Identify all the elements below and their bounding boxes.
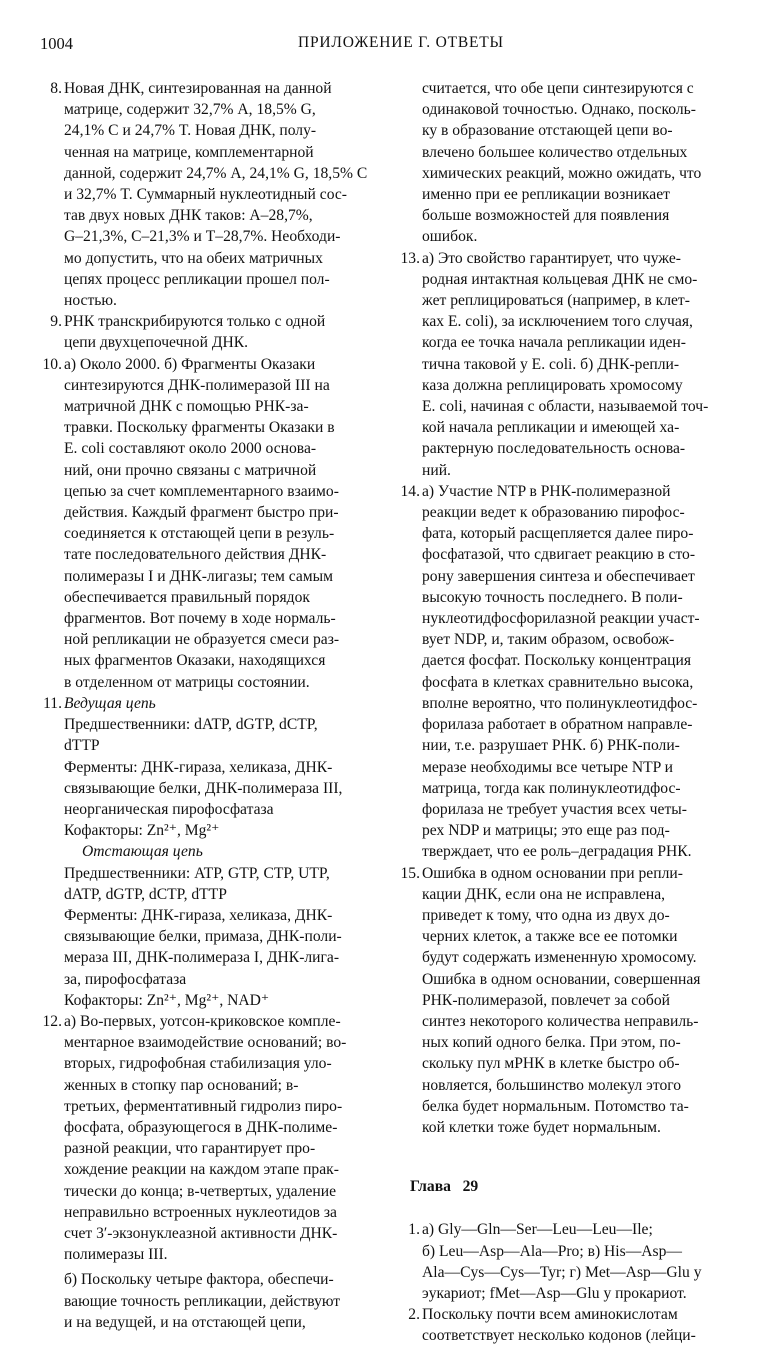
text-line: химических реакций, можно ожидать, что [422, 164, 702, 182]
answer-10 [40, 354, 378, 693]
text-line: ках E. coli), за исключением того случая, [422, 313, 693, 331]
text-line: ных копий одного белка. При этом, по- [422, 1034, 681, 1052]
text-line: в отделенном от матрицы состоянии. [64, 673, 310, 691]
text-line: б) Leu—Asp—Ala—Pro; в) His—Asp— [422, 1242, 683, 1260]
text-line: синтез некоторого количества неправиль- [422, 1012, 699, 1030]
answer-number: 14. [400, 482, 420, 500]
spacer [398, 1138, 744, 1176]
text-line: Ошибка в одном основании при репли- [422, 864, 683, 882]
text-line: одинаковой точностью. Однако, посколь- [422, 101, 696, 119]
text-line: матричной ДНК с помощью РНК-за- [64, 398, 309, 416]
text-line: фосфата, образующегося в ДНК-полиме- [64, 1118, 338, 1136]
answer-text [64, 311, 378, 353]
text-line: матрице, содержит 32,7% A, 18,5% G, [64, 101, 316, 119]
chapter-heading: Глава 29 [410, 1178, 479, 1196]
answer-number: 15. [400, 864, 420, 882]
text-line: E. coli составляют около 2000 основа- [64, 440, 317, 458]
text-line: ной репликации не образуется смеси раз- [64, 631, 340, 649]
text-line: матрица, тогда как полинуклеотидфос- [422, 779, 681, 797]
text-line: фата, который расщепляется далее пиро- [422, 525, 694, 543]
lagging-strand-cofactors: Кофакторы: Zn²⁺, Mg²⁺, NAD⁺ [64, 991, 270, 1009]
text-line: РНК транскрибируются только с одной [64, 313, 326, 331]
text-line: Новая ДНК, синтезированная на данной [64, 80, 332, 97]
text-line: полимеразы III. [64, 1246, 168, 1264]
text-line: цепях процесс репликации прошел пол- [64, 270, 330, 288]
answer-text [422, 1219, 744, 1304]
text-line: дается фосфат. Поскольку концентрация [422, 652, 692, 670]
answer-text-part-b [64, 1269, 378, 1333]
text-line: РНК-полимеразой, повлечет за собой [422, 991, 670, 1009]
text-line: травки. Поскольку фрагменты Оказаки в [64, 419, 335, 437]
answer-text [422, 78, 744, 248]
text-line: реакции ведет к образованию пирофос- [422, 504, 685, 522]
answer-text [64, 1011, 378, 1265]
text-line: разной реакции, что гарантирует про- [64, 1140, 316, 1158]
text-line: ментарное взаимодействие оснований; во- [64, 1034, 347, 1052]
text-line: а) Во-первых, уотсон-криковское компле- [64, 1012, 341, 1030]
text-line: тична таковой у E. coli. б) ДНК-репли- [422, 355, 680, 373]
text-line: когда ее точка начала репликации иден- [422, 334, 686, 352]
text-line: а) Gly—Gln—Ser—Leu—Leu—Ile; [422, 1221, 653, 1239]
text-line: ных фрагментов Оказаки, находящихся [64, 652, 326, 670]
answer-number: 11. [43, 694, 62, 712]
text-line: Ферменты: ДНК-гираза, хеликаза, ДНК- [64, 758, 333, 776]
text-line: вающие точность репликации, действуют [64, 1292, 341, 1310]
answer-14 [398, 481, 744, 863]
text-line: тав двух новых ДНК таков: A–28,7%, [64, 207, 313, 225]
text-line: каза должна реплицировать хромосому [422, 376, 683, 394]
text-line: мераза III, ДНК-полимераза I, ДНК-лига- [64, 949, 340, 967]
text-line: кации ДНК, если она не исправлена, [422, 885, 666, 903]
answer-text [64, 78, 378, 311]
leading-strand-text [64, 714, 378, 820]
text-line: ний. [422, 461, 451, 479]
answer-number: 10. [42, 355, 62, 373]
text-line: неорганическая пирофосфатаза [64, 800, 274, 818]
text-line: хождение реакции на каждом этапе прак- [64, 1161, 339, 1179]
text-line: больше возможностей для появления [422, 207, 670, 225]
text-line: вует NDP, и, таким образом, освобож- [422, 631, 675, 649]
text-line: вторых, гидрофобная стабилизация уло- [64, 1055, 332, 1073]
text-line: нуклеотидфосфорилазной реакции участ- [422, 610, 700, 628]
text-line: вполне вероятно, что полинуклеотидфос- [422, 694, 698, 712]
text-line: белка будет нормальным. Потомство та- [422, 1097, 689, 1115]
answer-number: 2. [408, 1306, 420, 1324]
text-line: цепи двухцепочечной ДНК. [64, 334, 249, 352]
text-line: действия. Каждый фрагмент быстро при- [64, 504, 339, 522]
text-line: данной, содержит 24,7% A, 24,1% G, 18,5% C [64, 164, 368, 182]
text-line: Предшественники: dATP, dGTP, dCTP, [64, 716, 318, 734]
answer-text [64, 354, 378, 693]
text-line: Ala—Cys—Cys—Tyr; г) Met—Asp—Glu у [422, 1263, 702, 1281]
text-line: высокую точность последнего. В поли- [422, 588, 683, 606]
text-line: именно при ее репликации возникает [422, 186, 670, 204]
text-line: меразе необходимы все четыре NTP и [422, 758, 673, 776]
answer-text [422, 248, 744, 481]
running-title: ПРИЛОЖЕНИЕ Г. ОТВЕТЫ [298, 34, 504, 51]
text-line: кой начала репликации и имеющей ха- [422, 419, 680, 437]
text-line: соединяется к отстающей цепи в резуль- [64, 525, 335, 543]
text-line: счет 3′-экзонуклеазной активности ДНК- [64, 1224, 338, 1242]
text-line: G–21,3%, C–21,3% и T–28,7%. Необходи- [64, 228, 341, 246]
text-line: а) Это свойство гарантирует, что чуже- [422, 249, 681, 267]
text-line: тверждает, что ее роль–деградация РНК. [422, 843, 692, 861]
text-line: цепью за счет комплементарного взаимо- [64, 482, 339, 500]
page-number: 1004 [40, 34, 73, 53]
text-line: жет реплицироваться (например, в клет- [422, 292, 690, 310]
text-line: E. coli, начиная с области, называемой точ- [422, 398, 709, 416]
text-line: ностью. [64, 292, 117, 310]
text-line: ченная на матрице, комплементарной [64, 143, 314, 161]
text-line: Ошибка в одном основании, совершенная [422, 970, 701, 988]
text-line: Предшественники: ATP, GTP, CTP, UTP, [64, 864, 330, 882]
text-line: ний, они прочно связаны с матричной [64, 461, 317, 479]
text-line: фосфата в клетках сравнительно высока, [422, 673, 694, 691]
lagging-strand-title: Отстающая цепь [82, 843, 203, 861]
answer-15 [398, 863, 744, 1139]
chapter-answer-1 [398, 1219, 744, 1304]
text-line: мо допустить, что на обеих матричных [64, 249, 323, 267]
answer-13 [398, 248, 744, 481]
text-line: фосфатазой, что сдвигает реакцию в сто- [422, 546, 696, 564]
text-line: б) Поскольку четыре фактора, обеспечи- [64, 1271, 334, 1289]
text-line: рактерную последовательность основа- [422, 440, 686, 458]
page-header [40, 34, 760, 60]
spacer [398, 1197, 744, 1219]
text-line: связывающие белки, ДНК-полимераза III, [64, 779, 343, 797]
lagging-strand-text [64, 863, 378, 990]
text-line: рону завершения синтеза и обеспечивает [422, 567, 695, 585]
text-line: нии, т.е. разрушает РНК. б) РНК-поли- [422, 737, 680, 755]
text-line: влечено большее количество отдельных [422, 143, 688, 161]
text-line: считается, что обе цепи синтезируются с [422, 80, 694, 97]
text-line: синтезируются ДНК-полимеразой III на [64, 376, 330, 394]
text-line: dTTP [64, 737, 100, 755]
text-line: соответствует несколько кодонов (лейци- [422, 1327, 696, 1345]
text-line: кой клетки тоже будет нормальным. [422, 1118, 661, 1136]
text-line: будут содержать измененную хромосому. [422, 949, 697, 967]
text-line: родная интактная кольцевая ДНК не смо- [422, 270, 698, 288]
text-line: ку в образование отстающей цепи во- [422, 122, 673, 140]
answer-text [422, 481, 744, 863]
text-line: Поскольку почти всем аминокислотам [422, 1306, 678, 1324]
answer-number: 13. [400, 249, 420, 267]
answer-12 [40, 1011, 378, 1333]
text-line: тически до конца; в-четвертых, удаление [64, 1182, 337, 1200]
text-line: новляется, большинство молекул этого [422, 1076, 682, 1094]
text-line: полимеразы I и ДНК-лигазы; тем самым [64, 567, 333, 585]
text-line: ошибок. [422, 228, 478, 246]
text-line: тате последовательного действия ДНК- [64, 546, 327, 564]
answer-11 [40, 693, 378, 1011]
answer-text [422, 1304, 744, 1346]
text-line: приведет к тому, что одна из двух до- [422, 906, 670, 924]
text-line: а) Участие NTP в РНК-полимеразной [422, 482, 671, 500]
text-line: обеспечивается правильный порядок [64, 588, 310, 606]
answer-text [422, 863, 744, 1139]
text-line: третьих, ферментативный гидролиз пиро- [64, 1097, 343, 1115]
text-line: форилаза не требует участия всех четы- [422, 800, 687, 818]
text-line: за, пирофосфатаза [64, 970, 187, 988]
text-line: форилаза работает в обратном направле- [422, 716, 693, 734]
answer-number: 1. [408, 1221, 420, 1239]
text-line: женных в стопку пар оснований; в- [64, 1076, 299, 1094]
answer-12-continued [398, 78, 744, 248]
chapter-answer-2 [398, 1304, 744, 1346]
text-line: фрагментов. Вот почему в ходе нормаль- [64, 610, 336, 628]
text-line: dATP, dGTP, dCTP, dTTP [64, 885, 227, 903]
right-column [398, 78, 744, 1347]
text-line: 24,1% C и 24,7% T. Новая ДНК, полу- [64, 122, 317, 140]
leading-strand-cofactors: Кофакторы: Zn²⁺, Mg²⁺ [64, 822, 220, 840]
text-line: и на ведущей, и на отстающей цепи, [64, 1313, 306, 1331]
answer-9 [40, 311, 378, 353]
text-line: черних клеток, а также все ее потомки [422, 928, 678, 946]
left-column [40, 78, 378, 1333]
text-line: Ферменты: ДНК-гираза, хеликаза, ДНК- [64, 906, 333, 924]
answer-8 [40, 78, 378, 311]
text-line: эукариот; fMet—Asp—Glu у прокариот. [422, 1284, 687, 1302]
text-line: связывающие белки, примаза, ДНК-поли- [64, 928, 342, 946]
answer-number: 8. [50, 80, 62, 97]
text-line: рех NDP и матрицы; это еще раз под- [422, 822, 670, 840]
answer-number: 9. [50, 313, 62, 331]
answer-number: 12. [42, 1012, 62, 1030]
text-line: и 32,7% T. Суммарный нуклеотидный сос- [64, 186, 347, 204]
text-line: неправильно встроенных нуклеотидов за [64, 1203, 337, 1221]
text-line: скольку пул мРНК в клетке быстро об- [422, 1055, 680, 1073]
leading-strand-title: Ведущая цепь [64, 694, 156, 712]
text-line: а) Около 2000. б) Фрагменты Оказаки [64, 355, 316, 373]
